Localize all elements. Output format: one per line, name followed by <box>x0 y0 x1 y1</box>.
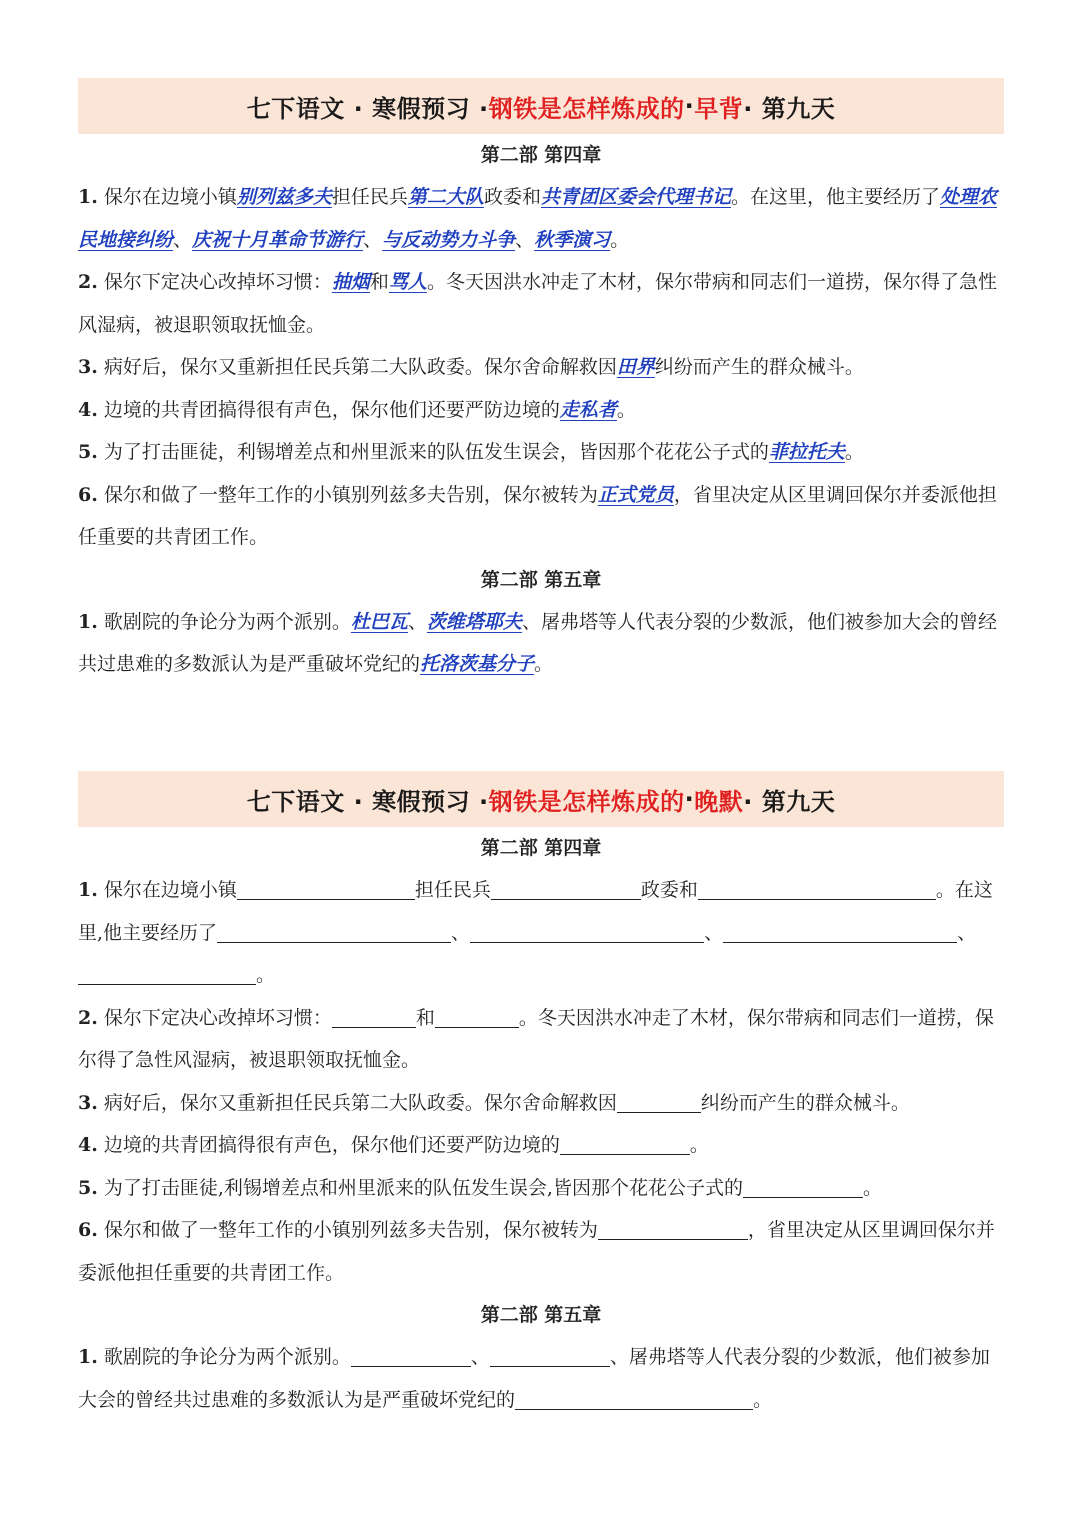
banner-prefix: 七下语文 · 寒假预习 · <box>246 787 489 816</box>
banner-separator: · <box>684 785 695 813</box>
answer-text: 第二大队 <box>407 186 484 208</box>
fill-blank[interactable] <box>237 877 415 900</box>
answer-text: 托洛茨基分子 <box>420 653 535 675</box>
answer-text: 骂人 <box>388 271 427 293</box>
answer-text: 与反动势力斗争 <box>382 228 516 251</box>
question-item: 5. 为了打击匪徒,利锡增差点和州里派来的队伍发生误会,皆因那个花花公子式的 。 <box>78 1176 882 1199</box>
question-item: 6. 保尔和做了一整年工作的小镇别列兹多夫告别，保尔被转为正式党员，省里决定从区里调回保尔并委派他担任重要的共青团工作。 <box>78 483 997 548</box>
chapter-heading: 第二部 第四章 <box>480 837 602 859</box>
morning-section <box>78 78 1004 686</box>
fill-blank[interactable] <box>617 1090 701 1113</box>
fill-blank[interactable] <box>598 1217 748 1240</box>
banner-mode: 晚默 <box>694 787 744 816</box>
answer-text: 处理农民地接纠纷 <box>78 186 997 251</box>
answer-text: 别列兹多夫 <box>236 186 332 208</box>
question-item: 1. 歌剧院的争论分为两个派别。 、 、屠弗塔等人代表分裂的少数派，他们被参加大会的曾经共过患难的多数派认为是严重破坏党纪的 。 <box>78 1346 990 1411</box>
fill-blank[interactable] <box>698 877 936 900</box>
question-item: 5. 为了打击匪徒，利锡增差点和州里派来的队伍发生误会，皆因那个花花公子式的菲拉托夫。 <box>78 441 864 463</box>
answer-text: 共青团区委会代理书记 <box>540 186 731 208</box>
fill-blank[interactable] <box>560 1132 690 1155</box>
answer-text: 秋季演习 <box>534 228 611 251</box>
evening-banner <box>78 771 1004 827</box>
question-item: 6. 保尔和做了一整年工作的小镇别列兹多夫告别，保尔被转为 ，省里决定从区里调回保尔并委派他担任重要的共青团工作。 <box>78 1219 995 1284</box>
answer-text: 菲拉托夫 <box>768 441 845 463</box>
answer-text: 抽烟 <box>331 271 370 293</box>
fill-blank[interactable] <box>743 1175 863 1198</box>
banner-separator: · <box>684 92 695 120</box>
fill-blank[interactable] <box>723 920 957 943</box>
question-item: 2. 保尔下定决心改掉坏习惯：抽烟和骂人。冬天因洪水冲走了木材，保尔带病和同志们一道捞，保尔得了急性风湿病，被退职领取抚恤金。 <box>78 271 997 336</box>
fill-blank[interactable] <box>78 962 256 985</box>
question-item: 1. 保尔在边境小镇别列兹多夫担任民兵第二大队政委和共青团区委会代理书记。在这里，他主要经历了处理农民地接纠纷、庆祝十月革命节游行、与反动势力斗争、秋季演习。 <box>78 186 997 251</box>
fill-blank[interactable] <box>490 1344 610 1367</box>
fill-blank[interactable] <box>470 920 704 943</box>
answer-text: 茨维塔耶夫 <box>426 610 522 633</box>
fill-blank[interactable] <box>351 1344 471 1367</box>
answer-text: 庆祝十月革命节游行 <box>192 228 364 251</box>
banner-mode: 早背 <box>694 94 744 123</box>
chapter-heading: 第二部 第四章 <box>480 144 602 166</box>
fill-blank[interactable] <box>515 1387 753 1410</box>
answer-text: 田界 <box>616 356 655 378</box>
banner-day: · 第九天 <box>743 94 836 123</box>
morning-banner <box>78 78 1004 134</box>
question-item: 3. 病好后，保尔又重新担任民兵第二大队政委。保尔舍命解救因田界纠纷而产生的群众械斗。 <box>78 356 864 378</box>
question-item: 1. 歌剧院的争论分为两个派别。杜巴瓦、茨维塔耶夫、屠弗塔等人代表分裂的少数派，他们被参加大会的曾经共过患难的多数派认为是严重破坏党纪的托洛茨基分子。 <box>78 610 997 675</box>
banner-book-title: 钢铁是怎样炼成的 <box>488 787 685 816</box>
answer-text: 杜巴瓦 <box>350 610 408 633</box>
question-item: 4. 边境的共青团搞得很有声色，保尔他们还要严防边境的 。 <box>78 1134 709 1156</box>
fill-blank[interactable] <box>435 1005 519 1028</box>
banner-book-title: 钢铁是怎样炼成的 <box>488 94 685 123</box>
fill-blank[interactable] <box>491 877 641 900</box>
answer-text: 正式党员 <box>597 483 674 506</box>
banner-day: · 第九天 <box>743 787 836 816</box>
chapter-heading: 第二部 第五章 <box>480 568 602 591</box>
fill-blank[interactable] <box>217 920 451 943</box>
question-item: 2. 保尔下定决心改掉坏习惯： 和 。冬天因洪水冲走了木材，保尔带病和同志们一道捞，保尔得了急性风湿病，被退职领取抚恤金。 <box>78 1006 994 1071</box>
chapter-heading: 第二部 第五章 <box>480 1304 602 1326</box>
banner-prefix: 七下语文 · 寒假预习 · <box>246 94 489 123</box>
evening-section <box>78 771 1004 1421</box>
fill-blank[interactable] <box>332 1005 416 1028</box>
question-item: 1. 保尔在边境小镇 担任民兵 政委和 。在这里,他主要经历了 、 、 、 。 <box>78 879 993 986</box>
question-item: 3. 病好后，保尔又重新担任民兵第二大队政委。保尔舍命解救因 纠纷而产生的群众械斗。 <box>78 1091 910 1114</box>
answer-text: 走私者 <box>559 398 617 421</box>
question-item: 4. 边境的共青团搞得很有声色，保尔他们还要严防边境的走私者。 <box>78 398 636 421</box>
